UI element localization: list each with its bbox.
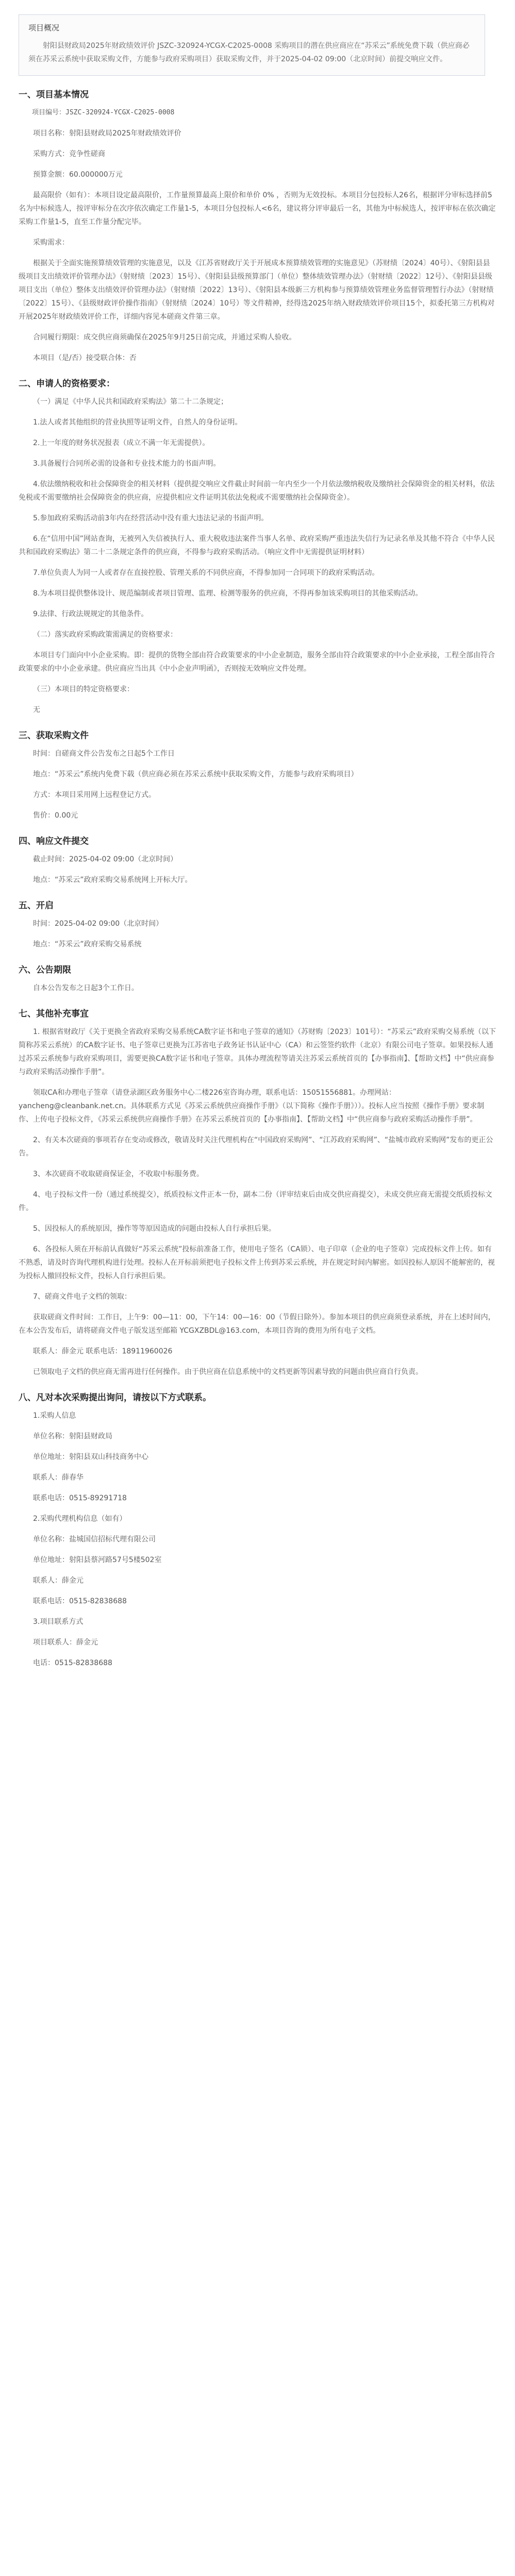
other-item: 6、各投标人须在开标前认真做好“苏采云系统”投标前准备工作，使用电子签名（CA锁）、电子印章（企业的电子签章）完成投标文件上传。如有不熟悉，请及时咨询代理机构进行处理。投标人在开标前须把电子投标文件上传到苏采云系统，并在规定时间内解密。如因投标人原因不能解密的，视为投标人撤回投标文件，投标人自行承担后果。 (19, 1245, 495, 1280)
buyer-info-title: 1.采购人信息 (33, 1412, 76, 1420)
project-contact-phone: 电话：0515-82838688 (33, 1659, 112, 1667)
buyer-name: 单位名称：射阳县财政局 (33, 1432, 112, 1440)
qualification-item: 3.具备履行合同所必需的设备和专业技术能力的书面声明。 (33, 460, 221, 468)
agent-contact: 联系人：薛金元 (33, 1577, 84, 1585)
section-heading-opening: 五、开启 (19, 901, 54, 911)
qualification-sub2: （二）落实政府采购政策需满足的资格要求： (33, 631, 177, 639)
overview-text: 射阳县财政局2025年财政绩效评价 JSZC-320924-YCGX-C2025-0008 采购项目的潜在供应商应在“苏采云”系统免费下载（供应商必须在苏采云系统中获取采购文件，方能参与政府采购项目）获取采购文件，并于2025-04-02 09:00（北京时间）前提交响应文件。 (28, 42, 470, 63)
section-heading-submission: 四、响应文件提交 (19, 836, 89, 846)
buyer-address: 单位地址：射阳县双山科技商务中心 (33, 1453, 148, 1461)
other-item: 4、电子投标文件一份（通过系统提交），纸质投标文件正本一份，副本二份（评审结束后由成交供应商提交），未成交供应商无需提交纸质投标文件。 (19, 1191, 492, 1212)
opening-place: 地点：“苏采云”政府采购交易系统 (33, 940, 142, 948)
max-price-limit: 最高限价（如有）：本项目设定最高限价，工作量预算最高上限价和单价 0% ，否则为无效投标。本项目分包投标人26名，根据评分审标选择前5名为中标候选人，按评审标分在次序依次确定工作量1-5，本项目分包投标人<6名，建议将分评审最后一名，其他为中标候选人，按评审标在依次确定采购工作量1-5，直至工作量分配完毕。 (19, 191, 496, 226)
project-name: 项目名称：射阳县财政局2025年财政绩效评价 (33, 129, 181, 138)
qualification-item: 6.在“信用中国”网站查询，无被列入失信被执行人、重大税收违法案件当事人名单、政府采购严重违法失信行为记录名单及其他不符合《中华人民共和国政府采购法》第二十二条规定条件的供应商，不得参与政府采购活动。（响应文件中无需提供证明材料） (19, 535, 495, 556)
project-contact-name: 项目联系人：薛金元 (33, 1638, 98, 1647)
agent-address: 单位地址：射阳县蔡河路57号5楼502室 (33, 1556, 162, 1564)
section-heading-other: 七、其他补充事宜 (19, 1009, 89, 1019)
qualification-item: 1.法人或者其他组织的营业执照等证明文件，自然人的身份证明。 (33, 418, 242, 427)
sme-policy: 本项目专门面向中小企业采购。即：提供的货物全部由符合政策要求的中小企业制造，服务全部由符合政策要求的中小企业承接，工程全部由符合政策要求的中小企业承建。供应商应当出具《中小企业声明函》，否则按无效响应文件处理。 (19, 651, 495, 673)
qualification-item: 7.单位负责人为同一人或者存在直接控股、管理关系的不同供应商，不得参加同一合同项下的政府采购活动。 (33, 569, 379, 577)
other-item: 获取磋商文件时间：工作日，上午9：00—11：00，下午14：00—16：00（节假日除外）。参加本项目的供应商须登录系统，并在上述时间内，在本公告发布后，请将磋商文件电子版发送至邮箱 YCGXZBDL@163.com，本项目咨询的费用为所有电子文档。 (19, 1313, 495, 1335)
qualification-item: 8.为本项目提供整体设计、规范编制或者项目管理、监理、检测等服务的供应商，不得再参加该采购项目的其他采购活动。 (33, 589, 423, 598)
section-heading-contact: 八、凡对本次采购提出询问，请按以下方式联系。 (19, 1393, 211, 1403)
joint-venture: 本项目（是/否）接受联合体：否 (33, 354, 137, 362)
agent-name: 单位名称：盐城国信招标代理有限公司 (33, 1535, 156, 1544)
other-item: 已领取电子文档的供应商无需再进行任何操作。由于供应商在信息系统中的文档更新等因素导致的问题由供应商自行负责。 (33, 1368, 423, 1376)
section-heading-qualification: 二、申请人的资格要求： (19, 379, 115, 389)
requirement-label: 采购需求： (33, 239, 69, 247)
other-item: 领取CA和办理电子签章（请登录湖区政务服务中心二楼226室咨询办理，联系电话：15051556881。办理网站：yancheng@cleanbank.net.cn。具体联系方式见《苏采云系统供应商操作手册》（以下简称《操作手册》））。投标人应当按照《操作手册》要求制作、上传电子投标文件，《苏采云系统供应商操作手册》在苏采云系统首页的【办事指南】、【帮助文档】中“供应商参与政府采购活动操作手册”。 (19, 1089, 485, 1124)
other-item: 2、有关本次磋商的事项若存在变动或修改，敬请及时关注代理机构在“中国政府采购网”、“江苏政府采购网”、“盐城市政府采购网”发布的更正公告。 (19, 1136, 493, 1158)
doc-price: 售价：0.00元 (33, 811, 78, 820)
buyer-contact: 联系人：薛春华 (33, 1473, 84, 1482)
qualification-item: 4.依法缴纳税收和社会保障资金的相关材料（提供提交响应文件截止时间前一年内至少一个月依法缴纳税收及缴纳社会保障资金的相关材料，依法免税或不需要缴纳社会保障资金的供应商，应提供相应文件证明其依法免税或不需要缴纳社会保障资金）。 (19, 480, 495, 502)
qualification-sub3: （三）本项目的特定资格要求： (33, 685, 134, 693)
obtain-time: 时间：自磋商文件公告发布之日起5个工作日 (33, 750, 175, 758)
submission-deadline: 截止时间：2025-04-02 09:00（北京时间） (33, 855, 178, 863)
qualification-sub1: （一）满足《中华人民共和国政府采购法》第二十二条规定； (33, 398, 228, 406)
qualification-item: 5.参加政府采购活动前3年内在经营活动中没有重大违法记录的书面声明。 (33, 514, 269, 522)
project-contact-title: 3.项目联系方式 (33, 1618, 84, 1626)
other-item: 1. 根据省财政厅《关于更换全省政府采购交易系统CA数字证书和电子签章的通知》（苏财购〔2023〕101号）：“苏采云”政府采购交易系统（以下简称苏采云系统）的CA数字证书、电子签章已更换为江苏省电子政务证书认证中心（CA）和云签签约软件（北京）有限公司电子签章。如果投标人通过苏采云系统参与政府采购项目，需要更换CA数字证书和电子签章。具体办理流程等请关注苏采云系统首页的【办事指南】、【帮助文档】中“供应商参与政府采购活动操作手册”。 (19, 1028, 496, 1076)
section-heading-basic-info: 一、项目基本情况 (19, 90, 89, 100)
specific-requirement: 无 (33, 706, 40, 714)
contract-period: 合同履行期限：成交供应商须确保在2025年9月25日前完成，并通过采购人验收。 (33, 333, 296, 342)
procurement-method: 采购方式：竞争性磋商 (33, 150, 105, 158)
agent-phone: 联系电话：0515-82838688 (33, 1597, 127, 1605)
agent-info-title: 2.采购代理机构信息（如有） (33, 1515, 127, 1523)
other-item: 3、本次磋商不收取磋商保证金，不收取中标服务费。 (33, 1170, 204, 1178)
submission-place: 地点：“苏采云”政府采购交易系统网上开标大厅。 (33, 876, 192, 884)
section-heading-obtain-docs: 三、获取采购文件 (19, 731, 89, 741)
project-number: 项目编号：JSZC-320924-YCGX-C2025-0008 (32, 109, 175, 116)
project-overview-box (19, 14, 485, 76)
qualification-item: 2.上一年度的财务状况报表（成立不满一年无需提供）。 (33, 439, 210, 447)
opening-time: 时间：2025-04-02 09:00（北京时间） (33, 920, 163, 928)
obtain-place: 地点：“苏采云”系统内免费下载（供应商必须在苏采云系统中获取采购文件，方能参与政府采购项目） (33, 770, 358, 778)
section-heading-notice-period: 六、公告期限 (19, 965, 71, 975)
buyer-phone: 联系电话：0515-89291718 (33, 1494, 127, 1502)
other-item: 7、磋商文件电子文档的领取： (33, 1293, 131, 1301)
other-item: 5、因投标人的系统原因，操作等等原因造成的问题由投标人自行承担后果。 (33, 1225, 276, 1233)
obtain-way: 方式：本项目采用网上远程登记方式。 (33, 791, 156, 799)
budget-amount: 预算金额：60.000000万元 (33, 171, 123, 179)
requirement-content: 根据关于全面实施预算绩效管理的实施意见，以及《江苏省财政厅关于开展成本预算绩效管理的实施意见》（苏财绩〔2024〕40号）、《射阳县县级项目支出绩效评价管理办法》（射财绩〔2023〕15号）、《射阳县县级预算部门（单位）整体绩效管理办法》（射财绩〔2022〕12号）、《射阳县县级项目支出（单位）整体支出绩效评价管理办法》（射财绩〔2022〕13号）、《射阳县本级新三方机构参与预算绩效管理业务监督管理暂行办法》（射财绩〔2022〕15号）、《县级财政评价操作指南》（射财绩〔2024〕10号）等文件精神，经得选2025年纳入财政绩效评价项目15个，拟委托第三方机构对开展2025年财政绩效评价工作，详细内容见本磋商文件第三章。 (19, 259, 495, 321)
other-item: 联系人：薛金元 联系电话：18911960026 (33, 1347, 173, 1355)
qualification-item: 9.法律、行政法规规定的其他条件。 (33, 610, 148, 618)
notice-period: 自本公告发布之日起3个工作日。 (33, 984, 139, 992)
overview-title: 项目概况 (28, 23, 60, 32)
